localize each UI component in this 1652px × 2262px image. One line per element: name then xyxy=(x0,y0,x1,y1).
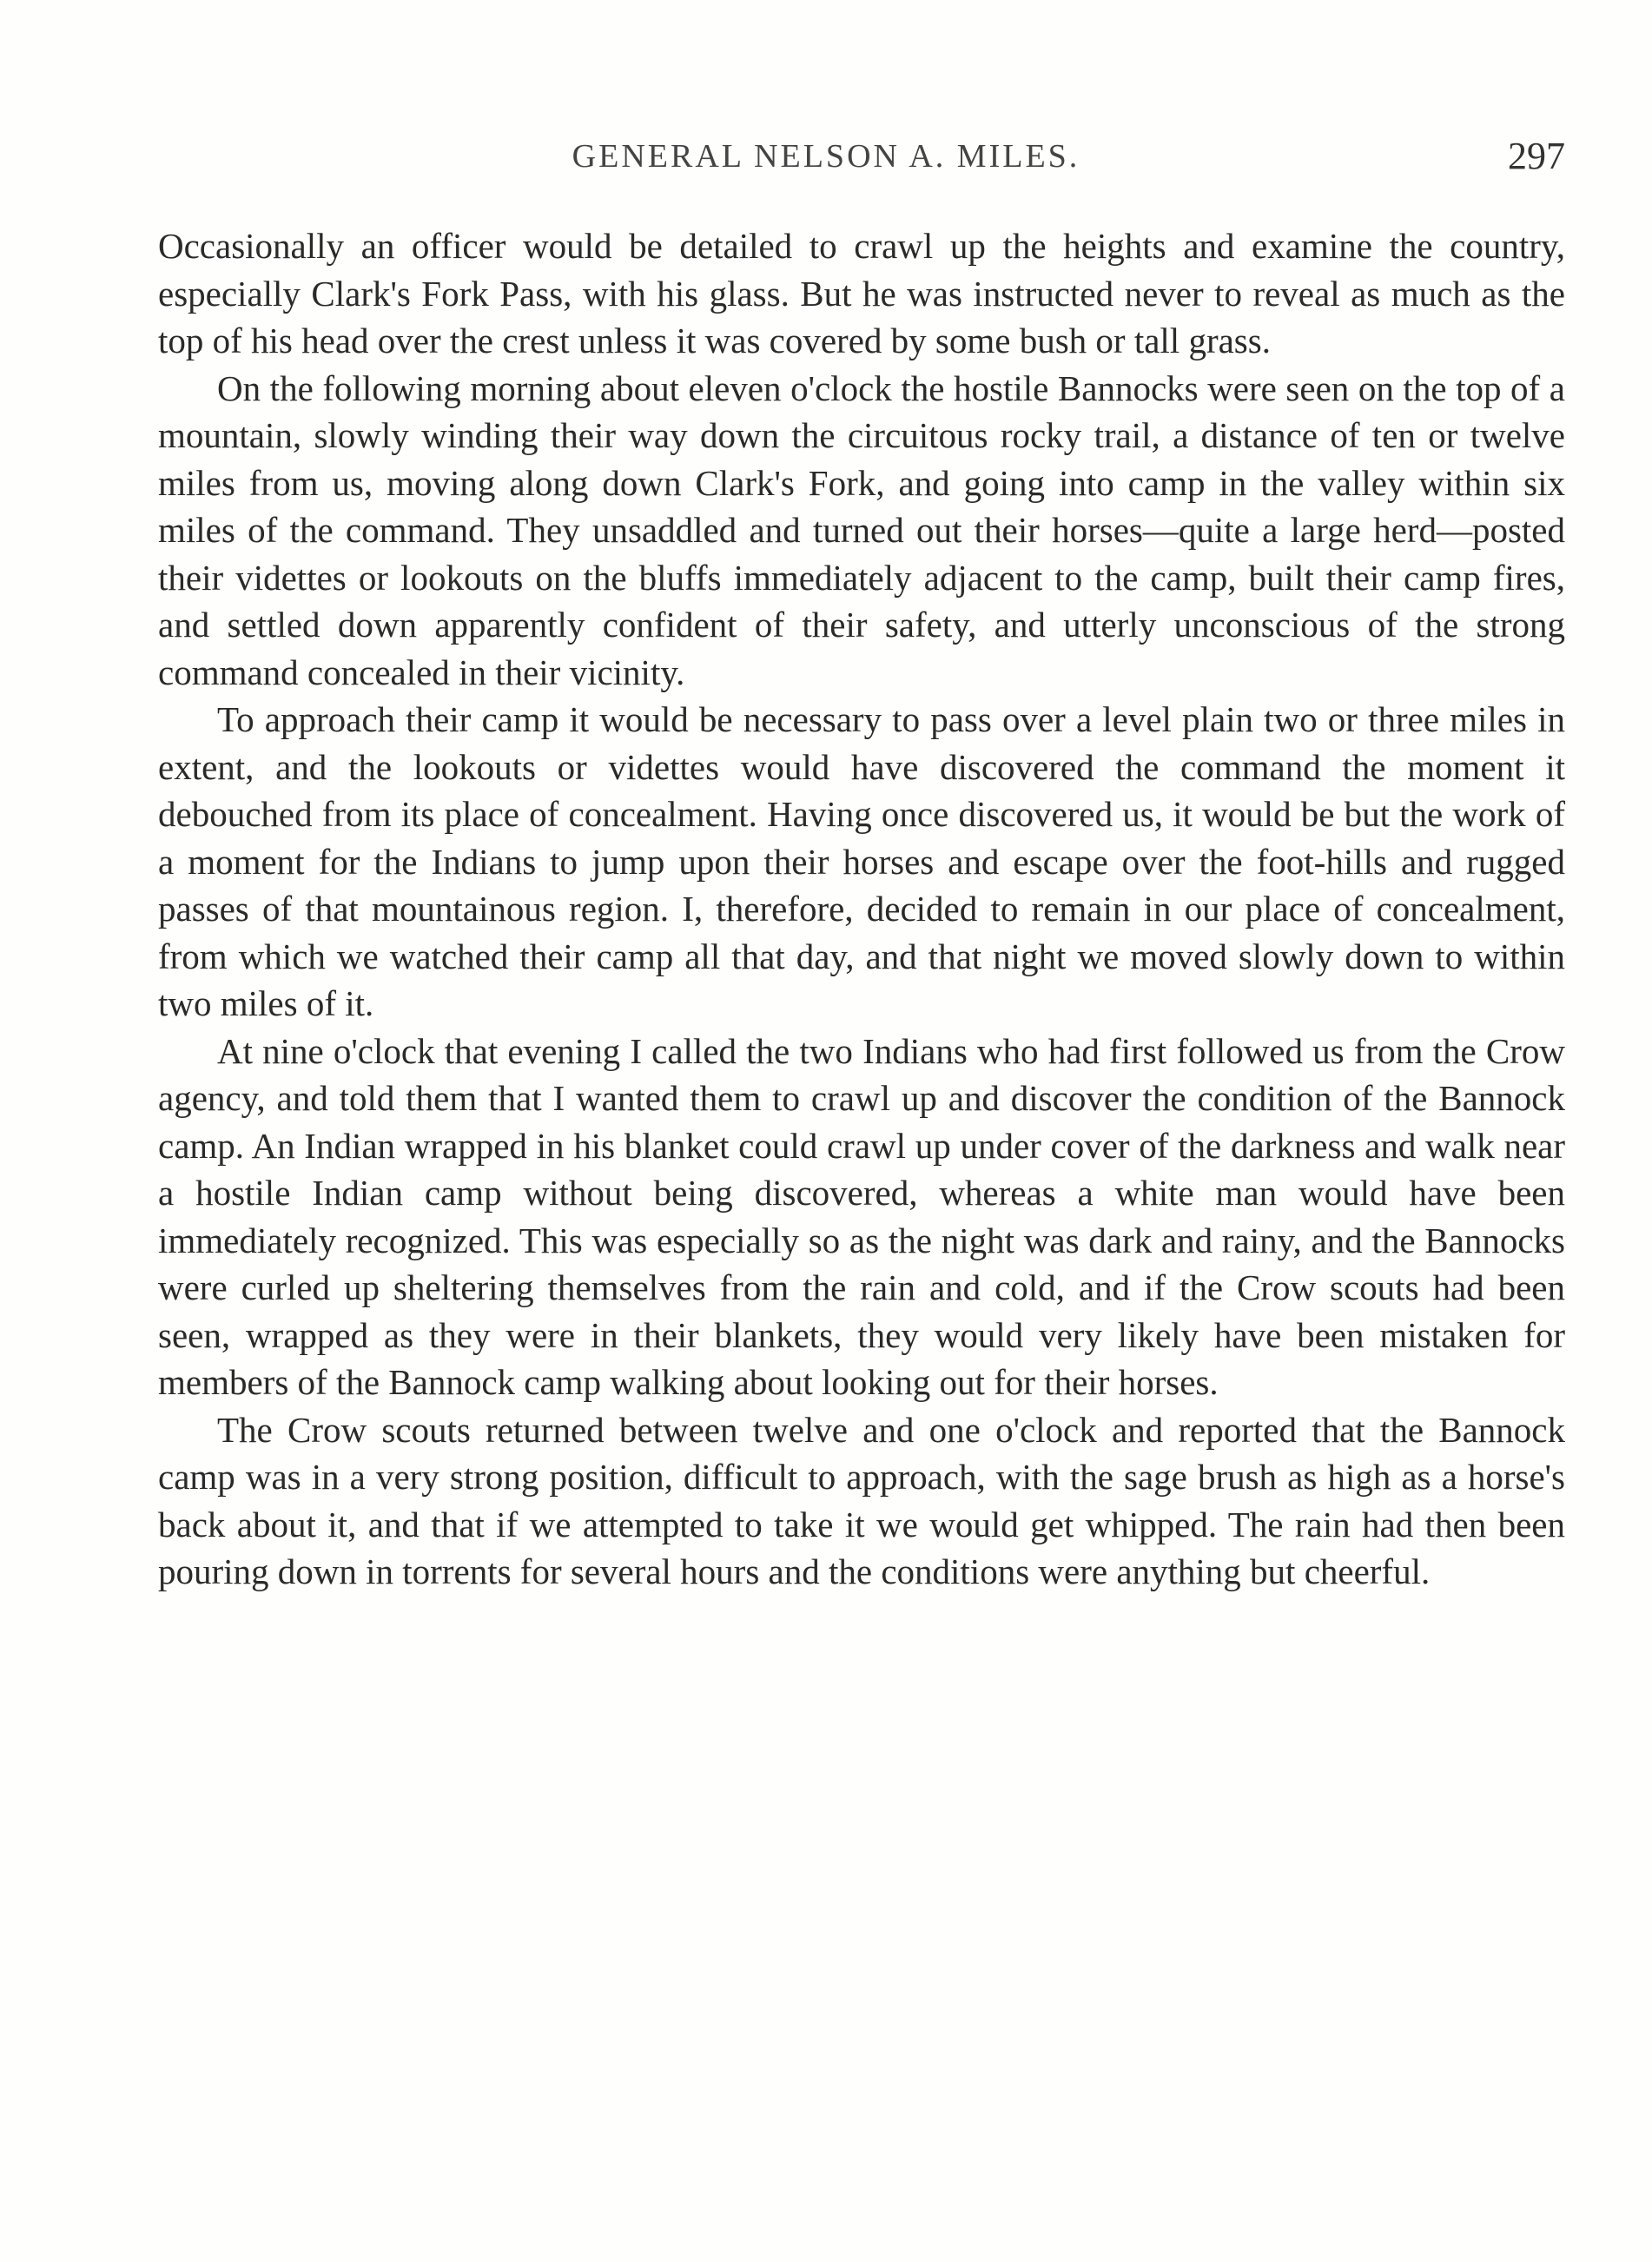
page-number: 297 xyxy=(1508,135,1565,177)
paragraph-1: Occasionally an officer would be detailed to crawl up the heights and examine the country, especially Clark's Fork Pass, with his glass. But he was instructed never to reveal as much as the top of his head over the crest unless it was covered by some bush or tall grass. xyxy=(158,226,1565,360)
paragraph-5: The Crow scouts returned between twelve and one o'clock and reported that the Bannock camp was in a very strong position, difficult to approach, with the sage brush as high as a horse's back about it, and that if we attempted to take it we would get whipped. The rain had then been pouring down in torrents for several hours and the conditions were anything but cheerful. xyxy=(158,1409,1565,1591)
running-title: GENERAL NELSON A. MILES. xyxy=(572,138,1080,175)
paragraph-2: On the following morning about eleven o'clock the hostile Bannocks were seen on the top of a mountain, slowly winding their way down the circuitous rocky trail, a distance of ten or twelve miles from us, moving along down Clark's Fork, and going into camp in the valley within six miles of the command. They unsaddled and turned out their horses—quite a large herd—posted their videttes or lookouts on the bluffs immediately adjacent to the camp, built their camp fires, and settled down apparently confident of their safety, and utterly unconscious of the strong command concealed in their vicinity. xyxy=(158,367,1565,692)
paragraph-4: At nine o'clock that evening I called the two Indians who had first followed us from the Crow agency, and told them that I wanted them to crawl up and discover the condition of the Bannock camp. An Indian wrapped in his blanket could crawl up under cover of the darkness and walk near a hostile Indian camp without being discovered, whereas a white man would have been immediately recognized. This was especially so as the night was dark and rainy, and the Bannocks were curled up sheltering themselves from the rain and cold, and if the Crow scouts had been seen, wrapped as they were in their blankets, they would very likely have been mistaken for members of the Bannock camp walking about looking out for their horses. xyxy=(158,1030,1565,1402)
paragraph-3: To approach their camp it would be necessary to pass over a level plain two or three miles in extent, and the lookouts or videttes would have discovered the command the moment it debouched from its place of concealment. Having once discovered us, it would be but the work of a moment for the Indians to jump upon their horses and escape over the foot-hills and rugged passes of that mountainous region. I, therefore, decided to remain in our place of concealment, from which we watched their camp all that day, and that night we moved slowly down to within two miles of it. xyxy=(158,699,1565,1023)
body-text xyxy=(158,222,1565,1596)
running-head xyxy=(0,137,1652,181)
